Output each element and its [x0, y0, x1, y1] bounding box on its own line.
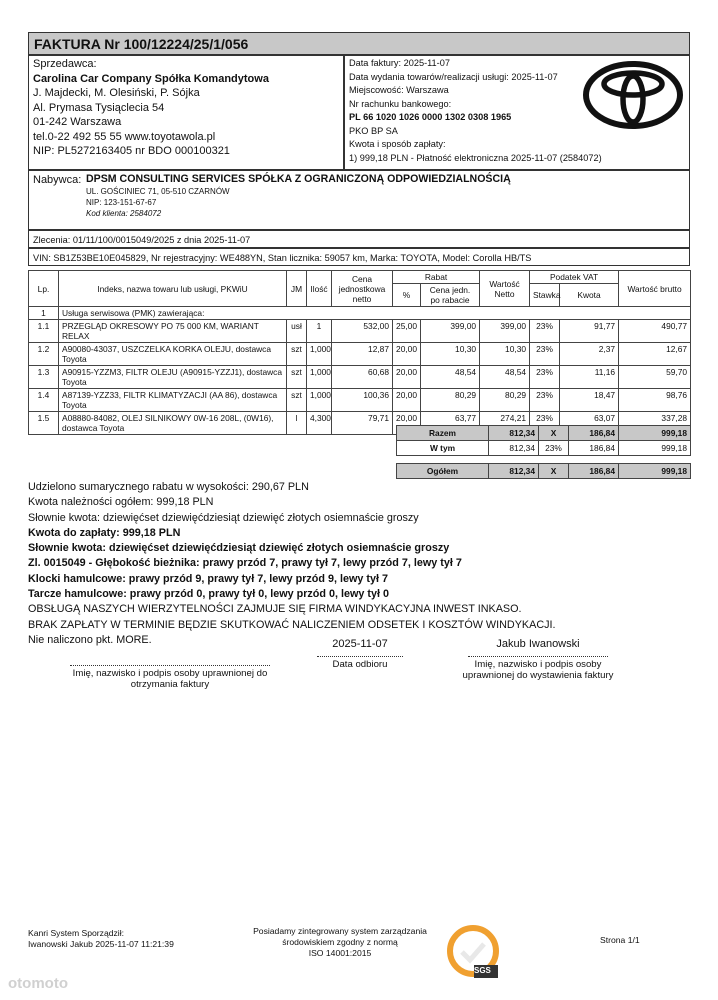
- row-net: 10,30: [480, 343, 530, 366]
- row-name: A90915-YZZM3, FILTR OLEJU (A90915-YZZJ1), dostawca Toyota: [59, 366, 287, 389]
- row-vat: 91,77: [560, 320, 619, 343]
- receipt-date: [300, 638, 420, 670]
- row-dprice: 399,00: [421, 320, 480, 343]
- buyer-name: DPSM CONSULTING SERVICES SPÓŁKA Z OGRANICZONĄ ODPOWIEDZIALNOŚCIĄ: [86, 173, 511, 185]
- col-vat-rate: Stawka: [530, 284, 560, 307]
- row-pct: 20,00: [393, 343, 421, 366]
- totals-razem-row: [397, 426, 691, 441]
- row-rate: 23%: [530, 366, 560, 389]
- account-label: Nr rachunku bankowego:: [349, 98, 452, 109]
- row-gross: 98,76: [619, 389, 691, 412]
- row-dprice: 80,29: [421, 389, 480, 412]
- iso-line-1: Posiadamy zintegrowany system zarządzania: [253, 926, 427, 936]
- row-gross: 337,28: [619, 412, 691, 435]
- row-qty: 1,000: [307, 343, 332, 366]
- row-lp: 1.5: [29, 412, 59, 435]
- brake-pads-note: Klocki hamulcowe: prawy przód 9, prawy tył 7, lewy przód 9, lewy tył 7: [28, 572, 389, 585]
- payment-details: 1) 999,18 PLN - Płatność elektroniczna 2025-11-07 (2584072): [349, 152, 602, 163]
- amount-to-pay: Kwota do zapłaty: 999,18 PLN: [28, 526, 181, 539]
- place: Miejscowość: Warszawa: [349, 85, 449, 95]
- ogolem-net: 812,34: [489, 464, 539, 479]
- receipt-date-value: 2025-11-07: [332, 638, 388, 650]
- row-price: 12,87: [332, 343, 393, 366]
- razem-vat: 186,84: [569, 426, 619, 441]
- table-header-row: [29, 271, 691, 284]
- col-name: Indeks, nazwa towaru lub usługi, PKWiU: [59, 271, 287, 307]
- wtym-rate: 23%: [539, 441, 569, 456]
- col-vat: Podatek VAT: [530, 271, 619, 284]
- buyer-label: Nabywca:: [33, 174, 82, 186]
- col-gross: Wartość brutto: [619, 271, 691, 307]
- group-row: [29, 307, 691, 320]
- row-dprice: 48,54: [421, 366, 480, 389]
- invoice-date: Data faktury: 2025-11-07: [349, 58, 450, 68]
- more-points-note: Nie naliczono pkt. MORE.: [28, 633, 152, 646]
- wtym-vat: 186,84: [569, 441, 619, 456]
- row-gross: 12,67: [619, 343, 691, 366]
- issuer-signature: [448, 638, 628, 681]
- payment-label: Kwota i sposób zapłaty:: [349, 139, 446, 149]
- receipt-date-label: Data odbioru: [332, 659, 388, 670]
- toyota-logo-icon: [582, 60, 684, 130]
- row-pct: 25,00: [393, 320, 421, 343]
- row-lp: 1.1: [29, 320, 59, 343]
- row-lp: 1.4: [29, 389, 59, 412]
- iso-line-2: środowiskiem zgodny z normą: [282, 937, 398, 947]
- table-row: [29, 320, 691, 343]
- totals-table: [396, 425, 691, 479]
- row-net: 399,00: [480, 320, 530, 343]
- receiver-signature-label: Imię, nazwisko i podpis osoby uprawnionej do otrzymania faktury: [72, 668, 268, 690]
- iso-line-3: ISO 14001:2015: [308, 948, 372, 958]
- row-qty: 4,300: [307, 412, 332, 435]
- row-pct: 20,00: [393, 366, 421, 389]
- row-jm: szt: [287, 343, 307, 366]
- row-name: A90080-43037, USZCZELKA KORKA OLEJU, dostawca Toyota: [59, 343, 287, 366]
- table-row: [29, 389, 691, 412]
- row-price: 100,36: [332, 389, 393, 412]
- seller-name: Carolina Car Company Spółka Komandytowa: [33, 72, 269, 85]
- seller-street: Al. Prymasa Tysiąclecia 54: [33, 101, 165, 114]
- items-table: [28, 270, 691, 435]
- table-row: [29, 343, 691, 366]
- row-rate: 23%: [530, 343, 560, 366]
- row-net: 80,29: [480, 389, 530, 412]
- col-disc-price: Cena jedn. po rabacie: [421, 284, 480, 307]
- row-name: A08880-84082, OLEJ SILNIKOWY 0W-16 208L, (0W16), dostawca Toyota: [59, 412, 287, 435]
- seller-label: Sprzedawca:: [33, 58, 97, 70]
- buyer-nip: NIP: 123-151-67-67: [86, 198, 157, 207]
- tread-depth-note: Zl. 0015049 - Głębokość bieżnika: prawy przód 7, prawy tył 7, lewy przód 7, lewy tył 7: [28, 557, 462, 570]
- row-dprice: 10,30: [421, 343, 480, 366]
- row-name: A87139-YZZ33, FILTR KLIMATYZACJI (AA 86), dostawca Toyota: [59, 389, 287, 412]
- group-lp: 1: [29, 307, 59, 320]
- col-net: Wartość Netto: [480, 271, 530, 307]
- receiver-signature: [60, 665, 280, 690]
- row-dprice: 63,77: [421, 412, 480, 435]
- row-lp: 1.2: [29, 343, 59, 366]
- bank-name: PKO BP SA: [349, 125, 398, 136]
- row-net: 48,54: [480, 366, 530, 389]
- receipt-date-line: [317, 656, 403, 657]
- col-vat-amount: Kwota: [560, 284, 619, 307]
- issuer-name: Jakub Iwanowski: [496, 638, 580, 650]
- receiver-signature-line: [70, 665, 270, 666]
- row-qty: 1,000: [307, 366, 332, 389]
- page-number: Strona 1/1: [600, 935, 640, 945]
- brake-discs-note: Tarcze hamulcowe: prawy przód 0, prawy tył 0, lewy przód 0, lewy tył 0: [28, 588, 390, 601]
- seller-city: 01-242 Warszawa: [33, 116, 122, 128]
- footer-author: [28, 928, 174, 950]
- discount-note: Udzielono sumarycznego rabatu w wysokości: 290,67 PLN: [28, 481, 309, 493]
- row-lp: 1.3: [29, 366, 59, 389]
- razem-rate: X: [539, 426, 569, 441]
- row-jm: szt: [287, 366, 307, 389]
- client-code: Kod klienta: 2584072: [86, 209, 162, 218]
- amount-to-pay-words: Słownie kwota: dziewięćset dziewięćdziesiąt dziewięć złotych osiemnaście groszy: [28, 542, 450, 555]
- invoice-info-section: [344, 55, 690, 170]
- seller-contact: tel.0-22 492 55 55 www.toyotawola.pl: [33, 130, 216, 143]
- row-name: PRZEGLĄD OKRESOWY PO 75 000 KM, WARIANT RELAX: [59, 320, 287, 343]
- row-gross: 490,77: [619, 320, 691, 343]
- sgs-label: SGS: [474, 966, 491, 975]
- row-gross: 59,70: [619, 366, 691, 389]
- razem-label: Razem: [397, 426, 489, 441]
- issuer-signature-line: [468, 656, 608, 657]
- bank-account: PL 66 1020 1026 0000 1302 0308 1965: [349, 112, 512, 122]
- sgs-certification-icon: [442, 925, 504, 981]
- row-qty: 1: [307, 320, 332, 343]
- row-jm: l: [287, 412, 307, 435]
- issuer-signature-label: Imię, nazwisko i podpis osoby uprawnionej do wystawienia faktury: [462, 659, 614, 681]
- razem-gross: 999,18: [619, 426, 691, 441]
- wtym-net: 812,34: [489, 441, 539, 456]
- ogolem-label: Ogółem: [397, 464, 489, 479]
- row-price: 79,71: [332, 412, 393, 435]
- footer-system: Kanri System Sporządził:: [28, 928, 124, 938]
- amount-words: Słownie kwota: dziewięćset dziewięćdziesiąt dziewięć złotych osiemnaście groszy: [28, 511, 419, 524]
- col-disc-pct: %: [393, 284, 421, 307]
- notes-section: [28, 480, 690, 648]
- row-vat: 2,37: [560, 343, 619, 366]
- row-qty: 1,000: [307, 389, 332, 412]
- seller-ids: NIP: PL5272163405 nr BDO 000100321: [33, 145, 230, 157]
- footer-author-line: Iwanowski Jakub 2025-11-07 11:21:39: [28, 939, 174, 949]
- row-jm: szt: [287, 389, 307, 412]
- invoice-title: FAKTURA Nr 100/12224/25/1/056: [28, 32, 690, 55]
- seller-section: [28, 55, 344, 170]
- col-qty: Ilość: [307, 271, 332, 307]
- col-discount: Rabat: [393, 271, 480, 284]
- row-price: 532,00: [332, 320, 393, 343]
- group-name: Usługa serwisowa (PMK) zawierająca:: [59, 307, 691, 320]
- row-rate: 23%: [530, 389, 560, 412]
- buyer-section: [28, 170, 690, 230]
- footer-iso: [240, 926, 440, 959]
- row-pct: 20,00: [393, 389, 421, 412]
- watermark: otomoto: [8, 975, 68, 992]
- totals-spacer: [397, 456, 691, 464]
- totals-wtym-row: [397, 441, 691, 456]
- seller-people: J. Majdecki, M. Olesiński, P. Sójka: [33, 87, 200, 99]
- col-lp: Lp.: [29, 271, 59, 307]
- total-due-note: Kwota należności ogółem: 999,18 PLN: [28, 496, 214, 509]
- order-line: Zlecenia: 01/11/100/0015049/2025 z dnia 2025-11-07: [28, 230, 690, 248]
- row-rate: 23%: [530, 320, 560, 343]
- col-unit-price: Cena jednostkowa netto: [332, 271, 393, 307]
- ogolem-vat: 186,84: [569, 464, 619, 479]
- delivery-date: Data wydania towarów/realizacji usługi: 2025-11-07: [349, 71, 558, 82]
- ogolem-gross: 999,18: [619, 464, 691, 479]
- row-vat: 63,07: [560, 412, 619, 435]
- ogolem-rate: X: [539, 464, 569, 479]
- row-rate: 23%: [530, 412, 560, 435]
- wtym-gross: 999,18: [619, 441, 691, 456]
- wtym-label: W tym: [397, 441, 489, 456]
- row-pct: 20,00: [393, 412, 421, 435]
- row-price: 60,68: [332, 366, 393, 389]
- table-row: [29, 366, 691, 389]
- row-vat: 18,47: [560, 389, 619, 412]
- totals-spacer-cell: [397, 456, 691, 464]
- buyer-address: UL. GOŚCINIEC 71, 05-510 CZARNÓW: [86, 187, 230, 196]
- late-payment-note: BRAK ZAPŁATY W TERMINIE BĘDZIE SKUTKOWAĆ NALICZENIEM ODSETEK I KOSZTÓW WINDYKACJI.: [28, 618, 556, 631]
- row-vat: 11,16: [560, 366, 619, 389]
- row-jm: usł: [287, 320, 307, 343]
- vehicle-line: VIN: SB1Z53BE10E045829, Nr rejestracyjny: WE488YN, Stan licznika: 59057 km, Marka: TOYOTA, Model: Corolla HB/TS: [28, 248, 690, 266]
- totals-ogolem-row: [397, 464, 691, 479]
- col-jm: JM: [287, 271, 307, 307]
- row-net: 274,21: [480, 412, 530, 435]
- collection-note: OBSŁUGĄ NASZYCH WIERZYTELNOŚCI ZAJMUJE SIĘ FIRMA WINDYKACYJNA INWEST INKASO.: [28, 603, 522, 616]
- razem-net: 812,34: [489, 426, 539, 441]
